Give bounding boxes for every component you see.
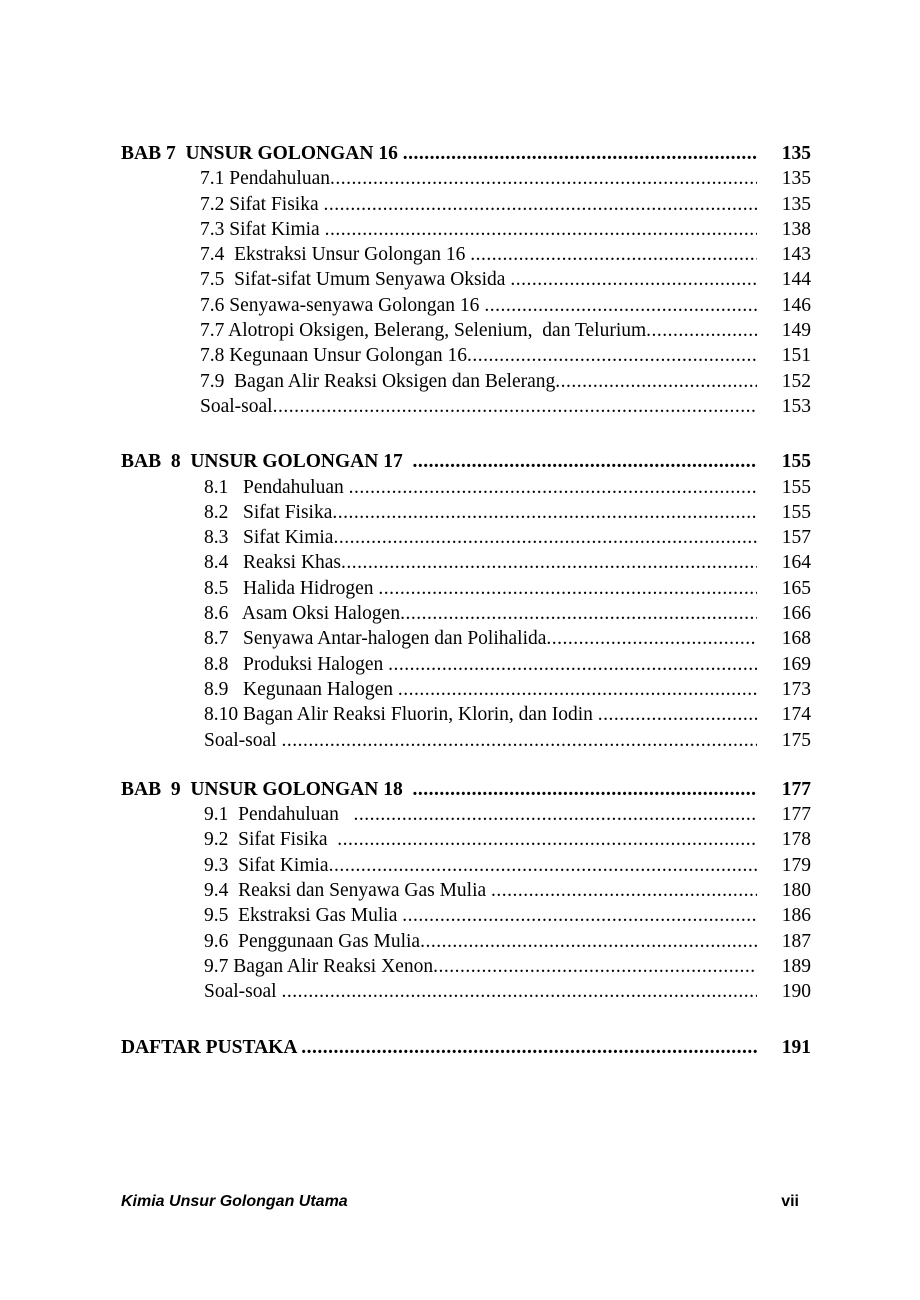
footer-book-title: Kimia Unsur Golongan Utama (121, 1193, 348, 1210)
toc-entry (121, 525, 811, 550)
entry-label: 8.1 Pendahuluan (204, 476, 349, 498)
leader-dots (388, 652, 757, 677)
entry-label: 8.10 Bagan Alir Reaksi Fluorin, Klorin, dan Iodin (204, 704, 598, 726)
leader-dots (330, 166, 757, 191)
toc-entry (121, 929, 811, 954)
page-number: 138 (781, 218, 811, 240)
leader-dots (333, 525, 757, 550)
toc-entry (121, 677, 811, 702)
page-number: 168 (781, 628, 811, 650)
page-number: 164 (781, 552, 811, 574)
toc-entry (121, 500, 811, 525)
leader-dots (510, 267, 757, 292)
toc-entry (121, 878, 811, 903)
entry-label: 7.4 Ekstraksi Unsur Golongan 16 (200, 244, 471, 266)
page-number: 135 (781, 168, 811, 190)
table-of-contents (121, 141, 811, 1060)
leader-dots (403, 141, 757, 166)
entry-label: Soal-soal (200, 395, 273, 417)
toc-entry (121, 394, 811, 419)
page-number: 175 (781, 729, 811, 751)
section-spacer (121, 1005, 811, 1035)
toc-entry (121, 626, 811, 651)
leader-dots (420, 929, 757, 954)
page-number: 157 (781, 527, 811, 549)
toc-entry (121, 954, 811, 979)
page-number: 144 (781, 269, 811, 291)
toc-entry (121, 576, 811, 601)
leader-dots (555, 369, 757, 394)
page-number: 174 (781, 704, 811, 726)
section-spacer (121, 753, 811, 777)
leader-dots (470, 242, 757, 267)
leader-dots (646, 318, 757, 343)
entry-label: 7.5 Sifat-sifat Umum Senyawa Oksida (200, 269, 511, 291)
leader-dots (467, 343, 757, 368)
page-number: 153 (781, 395, 811, 417)
leader-dots (329, 853, 757, 878)
page-number: 151 (781, 345, 811, 367)
chapter-heading: BAB 9 UNSUR GOLONGAN 18 (121, 778, 413, 800)
toc-entry (121, 217, 811, 242)
page-number: 155 (781, 501, 811, 523)
entry-label: Soal-soal (204, 729, 282, 751)
page-number: 187 (781, 930, 811, 952)
entry-label: Soal-soal (204, 981, 282, 1003)
entry-label: 7.3 Sifat Kimia (200, 218, 325, 240)
leader-dots (491, 878, 757, 903)
page-number: 135 (781, 143, 811, 164)
toc-entry (121, 343, 811, 368)
toc-entry (121, 293, 811, 318)
toc-entry (121, 369, 811, 394)
leader-dots (400, 601, 757, 626)
entry-label: 9.4 Reaksi dan Senyawa Gas Mulia (204, 880, 492, 902)
page-number: 135 (781, 193, 811, 215)
page-number: 190 (781, 981, 811, 1003)
toc-entry (121, 192, 811, 217)
entry-label: 8.3 Sifat Kimia (204, 527, 334, 549)
entry-label: 8.6 Asam Oksi Halogen (204, 603, 401, 625)
toc-chapter-8 (121, 449, 811, 474)
entry-label: 9.7 Bagan Alir Reaksi Xenon (204, 955, 434, 977)
leader-dots (341, 550, 757, 575)
page-number: 166 (781, 603, 811, 625)
page-number: 173 (781, 678, 811, 700)
page-number: 155 (781, 476, 811, 498)
entry-label: 9.6 Penggunaan Gas Mulia (204, 930, 421, 952)
entry-label: 7.2 Sifat Fisika (200, 193, 324, 215)
leader-dots (484, 293, 757, 318)
page-number: 146 (781, 294, 811, 316)
leader-dots (324, 192, 757, 217)
section-spacer (121, 419, 811, 449)
toc-entry (121, 242, 811, 267)
page-number: 177 (781, 778, 811, 800)
leader-dots (412, 449, 757, 474)
chapter-heading: BAB 7 UNSUR GOLONGAN 16 (121, 143, 403, 164)
entry-label: 8.4 Reaksi Khas (204, 552, 342, 574)
page-number: 143 (781, 244, 811, 266)
page-number: 189 (781, 955, 811, 977)
toc-chapter-7 (121, 141, 811, 166)
entry-label: 9.3 Sifat Kimia (204, 854, 329, 876)
page-number: 191 (781, 1036, 811, 1058)
toc-entry (121, 903, 811, 928)
page-footer (121, 1193, 799, 1211)
page-number: 178 (781, 829, 811, 851)
leader-dots (398, 677, 757, 702)
toc-entry (121, 853, 811, 878)
entry-label: 7.8 Kegunaan Unsur Golongan 16 (200, 345, 467, 367)
leader-dots (412, 777, 757, 802)
leader-dots (281, 728, 757, 753)
entry-label: 9.5 Ekstraksi Gas Mulia (204, 905, 403, 927)
entry-label: 7.1 Pendahuluan (200, 168, 330, 190)
leader-dots (273, 394, 757, 419)
leader-dots (281, 979, 757, 1004)
page-number: 165 (781, 577, 811, 599)
page-number: 169 (781, 653, 811, 675)
toc-chapter-9 (121, 777, 811, 802)
toc-entry (121, 318, 811, 343)
leader-dots (433, 954, 757, 979)
leader-dots (325, 217, 757, 242)
chapter-heading: BAB 8 UNSUR GOLONGAN 17 (121, 451, 413, 473)
page-number: 180 (781, 880, 811, 902)
toc-entry (121, 652, 811, 677)
entry-label: 8.8 Produksi Halogen (204, 653, 389, 675)
toc-entry (121, 702, 811, 727)
entry-label: 8.7 Senyawa Antar-halogen dan Polihalida (204, 628, 547, 650)
toc-entry (121, 601, 811, 626)
leader-dots (332, 500, 757, 525)
page-number: 152 (781, 370, 811, 392)
toc-entry (121, 267, 811, 292)
toc-entry (121, 475, 811, 500)
entry-label: 8.5 Halida Hidrogen (204, 577, 379, 599)
page-number: 149 (781, 320, 811, 342)
toc-entry (121, 802, 811, 827)
leader-dots (301, 1035, 757, 1060)
leader-dots (378, 576, 757, 601)
entry-label: 7.9 Bagan Alir Reaksi Oksigen dan Belerang (200, 370, 556, 392)
entry-label: 7.6 Senyawa-senyawa Golongan 16 (200, 294, 485, 316)
entry-label: 9.2 Sifat Fisika (204, 829, 338, 851)
page-number: 177 (781, 804, 811, 826)
entry-label: 7.7 Alotropi Oksigen, Belerang, Selenium, dan Telurium (200, 320, 647, 342)
bibliography-heading: DAFTAR PUSTAKA (121, 1036, 302, 1058)
toc-entry (121, 827, 811, 852)
leader-dots (353, 802, 757, 827)
entry-label: 9.1 Pendahuluan (204, 804, 354, 826)
toc-entry (121, 550, 811, 575)
leader-dots (349, 475, 757, 500)
page-number: 179 (781, 854, 811, 876)
leader-dots (337, 827, 757, 852)
leader-dots (546, 626, 757, 651)
leader-dots (598, 702, 757, 727)
toc-entry (121, 979, 811, 1004)
page-number: 155 (781, 451, 811, 473)
toc-entry (121, 166, 811, 191)
leader-dots (402, 903, 757, 928)
entry-label: 8.9 Kegunaan Halogen (204, 678, 398, 700)
page-number: 186 (781, 905, 811, 927)
entry-label: 8.2 Sifat Fisika (204, 501, 333, 523)
toc-bibliography (121, 1035, 811, 1060)
footer-page-number: vii (781, 1193, 799, 1210)
toc-entry (121, 728, 811, 753)
